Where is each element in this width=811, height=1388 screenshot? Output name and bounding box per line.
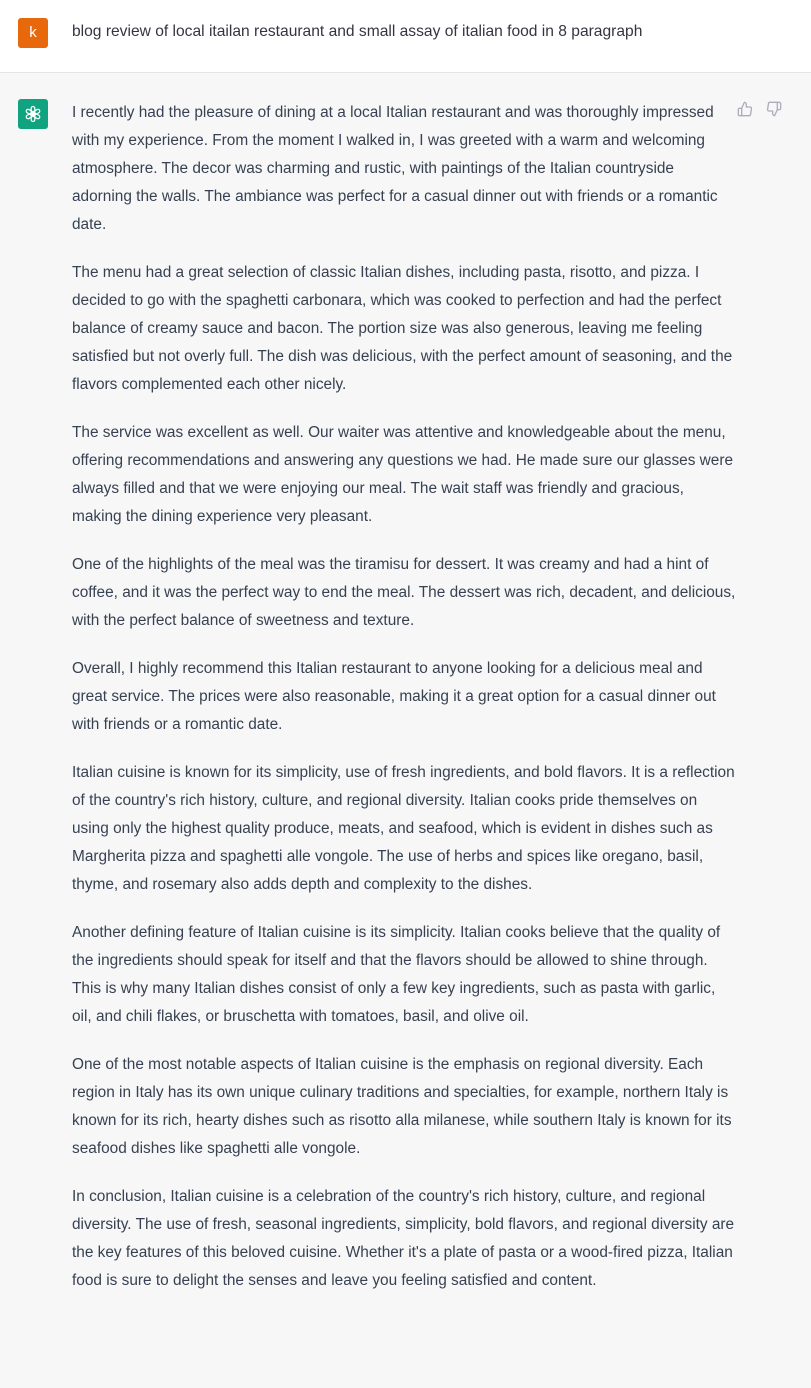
assistant-message-text xyxy=(72,99,736,1315)
assistant-avatar xyxy=(18,99,48,129)
answer-paragraph-2: The menu had a great selection of classic Italian dishes, including pasta, risotto, and pizza. I decided to go with the spaghetti carbonara, which was cooked to perfection and had the perfect balance of creamy sauce and bacon. The portion size was also generous, leaving me feeling satisfied but not overly full. The dish was delicious, with the perfect amount of seasoning, and the flavors complemented each other nicely. xyxy=(72,264,733,393)
feedback-buttons xyxy=(736,100,782,117)
thumbs-up-button[interactable] xyxy=(736,100,753,117)
user-avatar: k xyxy=(18,18,48,48)
answer-paragraph-6: Italian cuisine is known for its simplicity, use of fresh ingredients, and bold flavors. It is a reflection of the country's rich history, culture, and regional diversity. Italian cooks pride themselves on using only the highest quality produce, meats, and seafood, which is evident in dishes such as Margherita pizza and spaghetti alle vongole. The use of herbs and spices like oregano, basil, thyme, and rosemary also adds depth and complexity to the dishes. xyxy=(72,764,735,893)
thumbs-up-icon xyxy=(737,101,753,117)
thumbs-down-button[interactable] xyxy=(765,100,782,117)
answer-paragraph-3: The service was excellent as well. Our waiter was attentive and knowledgeable about the menu, offering recommendations and answering any questions we had. He made sure our glasses were always filled and that we were enjoying our meal. The wait staff was friendly and gracious, making the dining experience very pleasant. xyxy=(72,424,734,525)
user-message-text: blog review of local itailan restaurant and small assay of italian food in 8 paragraph xyxy=(72,23,643,40)
answer-paragraph-5: Overall, I highly recommend this Italian restaurant to anyone looking for a delicious meal and great service. The prices were also reasonable, making it a great option for a casual dinner out with friends or a romantic date. xyxy=(72,660,716,733)
answer-paragraph-1: I recently had the pleasure of dining at a local Italian restaurant and was thoroughly impressed with my experience. From the moment I walked in, I was greeted with a warm and welcoming atmosphere. The decor was charming and rustic, with paintings of the Italian countryside adorning the walls. The ambiance was perfect for a casual dinner out with friends or a romantic date. xyxy=(72,104,718,233)
answer-paragraph-7: Another defining feature of Italian cuisine is its simplicity. Italian cooks believe that the quality of the ingredients should speak for itself and that the flavors should be allowed to shine through. This is why many Italian dishes consist of only a few key ingredients, such as pasta with garlic, oil, and chili flakes, or bruschetta with tomatoes, basil, and olive oil. xyxy=(72,924,721,1025)
answer-paragraph-9: In conclusion, Italian cuisine is a celebration of the country's rich history, culture, and regional diversity. The use of fresh, seasonal ingredients, simplicity, bold flavors, and regional diversity are the key features of this beloved cuisine. Whether it's a plate of pasta or a wood-fired pizza, Italian food is sure to delight the senses and leave you feeling satisfied and content. xyxy=(72,1188,735,1289)
assistant-message-row xyxy=(0,73,811,1388)
answer-paragraph-8: One of the most notable aspects of Italian cuisine is the emphasis on regional diversity. Each region in Italy has its own unique culinary traditions and specialties, for example, northern Italy is known for its rich, hearty dishes such as risotto alla milanese, while southern Italy is known for its seafood dishes like spaghetti alle vongole. xyxy=(72,1056,732,1157)
openai-logo-icon xyxy=(23,104,43,124)
answer-paragraph-4: One of the highlights of the meal was the tiramisu for dessert. It was creamy and had a hint of coffee, and it was the perfect way to end the meal. The dessert was rich, decadent, and delicious, with the perfect balance of sweetness and texture. xyxy=(72,556,736,629)
user-message-row xyxy=(0,0,811,73)
thumbs-down-icon xyxy=(766,101,782,117)
